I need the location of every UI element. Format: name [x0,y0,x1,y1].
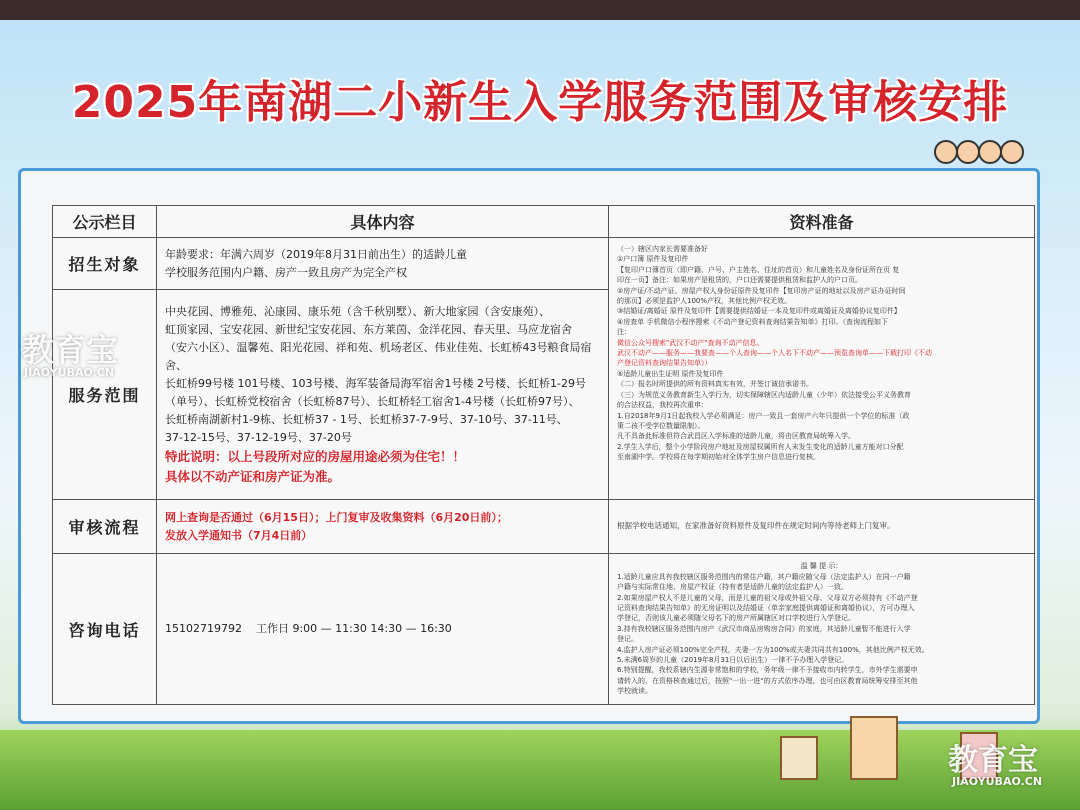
page-title: 2025年南湖二小新生入学服务范围及审核安排 [71,77,1009,128]
header-column-content: 具体内容 [157,206,609,238]
tips-cell [609,554,1035,705]
materials-line: 凡不具备此标准但符合武昌区入学标准的适龄儿童，将由区教育局统筹入学。 [617,432,855,441]
materials-line: （三）为规范义务教育新生入学行为，切实保障辖区内适龄儿童（少年）依法接受公平义务教育 [617,390,911,399]
materials-line: ⑤适龄儿童出生证明 原件及复印件 [617,369,724,378]
scope-line: 长虹桥99号楼 101号楼、103号楼、海军装备局海军宿舍1号楼 2号楼、长虹桥1-29号 [165,376,586,390]
tips-line: 6.特别提醒，我校系辖内生源非常饱和的学校，务年级一律不予接收市内转学生，市外学生需要申 [617,666,918,675]
scope-content [157,290,609,500]
materials-line: 注： [617,328,631,337]
materials-line: 至南湖中学。学校将在每学期初始对全体学生房户信息进行复核。 [617,453,820,462]
materials-heading: （一）辖区内家长需要准备好 [617,245,708,253]
scope-line: 中央花园、博雅苑、沁康园、康乐苑（含千秋别墅）、新大地家园（含安康苑）、 [165,304,550,318]
row-label-scope: 服务范围 [53,290,157,500]
row-label-target: 招生对象 [53,238,157,290]
scope-line: （单号）、长虹桥党校宿舍（长虹桥87号）、长虹桥轻工宿舍1-4号楼（长虹桥97号）、 [165,394,580,408]
process-prep: 根据学校电话通知，在家准备好资料原件及复印件在规定时间内等待老师上门复审。 [609,500,1035,554]
tips-line: 记资料查询结果告知单》的无房证明以及结婚证（单亲家庭提供离婚证和离婚协议），方可办理入 [617,603,915,612]
materials-red-line: 武汉不动产——服务——我要查——个人查询——个人名下不动产——预览查询单——下载打印《不动 [617,349,932,358]
process-line: 发放入学通知书（7月4日前） [165,528,313,542]
target-line: 年龄要求：年满六周岁（2019年8月31日前出生）的适龄儿童 [165,247,467,261]
grass-decoration [0,730,1080,810]
materials-line: 2.学生入学后，整个小学阶段房户地址及房屋权属所有人未发生变化的适龄儿童方能对口分配 [617,442,904,451]
materials-red-line: 产登记资料查询结果告知单》） [617,359,712,368]
top-strip [0,0,1080,20]
materials-red-line: 微信公众号搜索"武汉不动产"查询不动产信息。 [617,338,764,347]
target-content [157,238,609,290]
contact-phone: 15102719792 [165,622,242,635]
scope-special-note: 特此说明：以上号段所对应的房屋用途必须为住宅！！ [165,448,466,464]
materials-line: 的合法权益，我校再次重申： [617,401,708,410]
watermark-logo: 教育宝 [948,743,1038,778]
scope-special-note: 具体以不动产证和房产证为准。 [165,468,341,484]
row-label-contact: 咨询电话 [53,554,157,705]
process-content [157,500,609,554]
materials-line: ③结婚证/离婚证 原件及复印件【需要提供结婚证一本及复印件或离婚证及离婚协议复印件】 [617,307,901,316]
materials-cell [609,238,1035,500]
tips-line: 请转入的，在资格核查通过后，按照"一出一进"的方式依序办理，也可由区教育局统筹安排至其他 [617,676,918,685]
materials-line: 【复印户口簿首页（即户籍、户号、户主姓名、住址的首页）和儿童姓名及身份证所在页 复 [617,265,900,274]
table-header-row [53,206,1035,238]
watermark-domain: JIAOYUBAO.CN [24,366,115,379]
target-line: 学校服务范围内户籍、房产一致且房产为完全产权 [165,265,407,279]
scope-line: （安六小区）、温馨苑、阳光花园、祥和苑、机场老区、伟业佳苑、长虹桥43号粮食局宿舍、 [165,340,592,372]
scope-line: 37-12-15号、37-12-19号、37-20号 [165,430,352,444]
table-row-contact [53,554,1035,705]
house-icon [850,716,898,780]
scope-line: 虹顶家园、宝安花园、新世纪宝安花园、东方莱茵、金洋花园、春天里、马应龙宿舍 [165,322,572,336]
materials-line: ②房产证/不动产证、房屋产权人身份证原件及复印件【复印房产证的地址以及房产证办证时间 [617,286,906,295]
row-label-process: 审核流程 [53,500,157,554]
tips-line: 4.监护人房产证必须100%完全产权，夫妻一方为100%或夫妻共同共有100%，其他比例产权无效。 [617,645,929,654]
watermark-domain: JIAOYUBAO.CN [952,775,1043,788]
process-line: 网上查询是否通过（6月15日）；上门复审及收集资料（6月20日前）； [165,510,508,524]
house-icon [780,736,818,780]
table-row-target [53,238,1035,290]
scope-line: 长虹桥南湖新村1-9栋、长虹桥37 - 1号、长虹桥37-7-9号、37-10号、37-11号、 [165,412,568,426]
header-column-materials: 资料准备 [609,206,1035,238]
notice-table [52,205,1035,705]
tips-title: 温 馨 提 示： [800,562,843,571]
materials-line: ④房查单 手机微信小程序搜索《不动产登记资料查询结果告知单》打印。（查询流程如下 [617,317,888,326]
tips-line: 登记。 [617,635,638,644]
tips-line: 学登记，否则该儿童必须随父母名下的房产所属辖区对口学校进行入学登记。 [617,614,855,623]
materials-line: 1.自2018年9月1日起我校入学必须满足：房户一致且一套房产六年只提供一个学位的标准（政 [617,411,910,420]
tips-line: 学校就读。 [617,687,652,696]
materials-line: 策二孩不受学位数量限制）。 [617,421,705,430]
tips-line: 5.未满6周岁的儿童（2019年8月31日以后出生）一律不予办理入学登记。 [617,656,849,665]
watermark-logo: 教育宝 [22,331,119,369]
contact-content [157,554,609,705]
tips-line: 户籍与实际常住地、房屋产权证（持有者是适龄儿童的法定监护人）一致。 [617,583,848,592]
materials-line: ①户口簿 原件及复印件 [617,255,689,264]
table-row-process [53,500,1035,554]
materials-line: 的那页】必须是监护人100%产权，其他比例产权无效。 [617,297,792,306]
materials-line: （二）报名时所提供的所有资料真实有效，并签订诚信承诺书。 [617,380,813,389]
tips-line: 3.持有我校辖区服务范围内房产《武汉市商品房购房合同》的家庭，其适龄儿童暂不能进行入学 [617,624,911,633]
tips-line: 1.适龄儿童应具有我校辖区服务范围内的常住户籍，其户籍应随父母（法定监护人）在同一户籍 [617,572,911,581]
tips-line: 2.如果房屋产权人不是儿童的父母，而是儿童的祖父母或外祖父母、父母双方必须持有《不动产登 [617,593,918,602]
header-column-label: 公示栏目 [53,206,157,238]
materials-line: 印在一页】备注：如果房产是租赁的，户口还需要提供租赁和监护人的户口页。 [617,276,862,285]
contact-hours: 工作日 9:00 — 11:30 14:30 — 16:30 [255,622,452,635]
